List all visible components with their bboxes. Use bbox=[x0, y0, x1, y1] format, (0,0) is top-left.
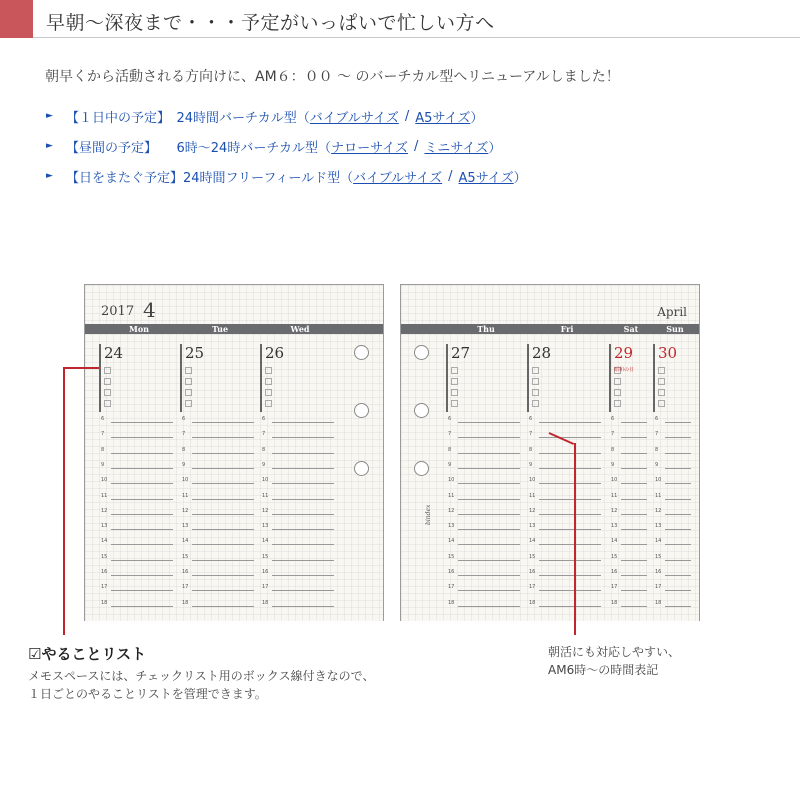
hour-label: 12 bbox=[655, 507, 662, 514]
hour-line bbox=[539, 590, 601, 591]
weekday-label: Mon bbox=[128, 324, 149, 334]
day-number: 27 bbox=[451, 344, 471, 362]
day-column-rule bbox=[180, 344, 182, 412]
todo-checkbox bbox=[185, 367, 192, 374]
am-desc-line: AM6時〜の時間表記 bbox=[548, 663, 659, 677]
todo-checkbox bbox=[451, 400, 458, 407]
hour-label: 6 bbox=[262, 416, 266, 422]
hour-line bbox=[458, 453, 520, 454]
hour-line bbox=[621, 437, 647, 438]
hour-line bbox=[539, 499, 601, 500]
hour-line bbox=[192, 575, 254, 576]
hour-label: 15 bbox=[182, 553, 189, 560]
hour-label: 6 bbox=[101, 416, 105, 422]
hour-label: 9 bbox=[182, 461, 186, 468]
hour-label: 13 bbox=[182, 523, 189, 530]
planner-page-left bbox=[84, 284, 384, 621]
hour-label: 14 bbox=[611, 538, 618, 545]
hour-line bbox=[111, 437, 173, 438]
hour-line bbox=[272, 560, 334, 561]
hour-label: 14 bbox=[182, 538, 189, 545]
hour-line bbox=[111, 453, 173, 454]
hour-label: 17 bbox=[611, 584, 618, 591]
hour-label: 6 bbox=[448, 416, 452, 422]
hour-label: 10 bbox=[262, 477, 269, 484]
product-link-list bbox=[46, 101, 527, 191]
hour-line bbox=[111, 575, 173, 576]
link-category: 【１日中の予定】 24時間バーチカル型（ bbox=[66, 110, 310, 126]
hour-label: 18 bbox=[262, 599, 269, 606]
hour-line bbox=[458, 575, 520, 576]
binder-ring-icon bbox=[414, 403, 429, 418]
todo-checkbox bbox=[614, 389, 621, 396]
todo-checkbox bbox=[451, 378, 458, 385]
hour-line bbox=[539, 575, 601, 576]
size-link[interactable]: バイブルサイズ bbox=[309, 110, 399, 126]
hour-label: 7 bbox=[101, 431, 105, 438]
hour-line bbox=[272, 514, 334, 515]
day-number: 30 bbox=[658, 344, 678, 362]
hour-line bbox=[111, 468, 173, 469]
hour-label: 9 bbox=[448, 461, 452, 468]
hour-line bbox=[665, 560, 691, 561]
time-callout-line bbox=[574, 443, 576, 635]
hour-line bbox=[621, 422, 647, 423]
hour-label: 14 bbox=[655, 538, 662, 545]
hour-label: 10 bbox=[448, 477, 455, 484]
hour-label: 9 bbox=[262, 461, 266, 468]
hour-label: 10 bbox=[182, 477, 189, 484]
hour-line bbox=[272, 437, 334, 438]
hour-line bbox=[621, 590, 647, 591]
hour-label: 8 bbox=[655, 446, 659, 453]
hour-line bbox=[621, 453, 647, 454]
hour-line bbox=[458, 590, 520, 591]
hour-line bbox=[192, 422, 254, 423]
hour-line bbox=[192, 437, 254, 438]
product-link-row bbox=[46, 101, 527, 131]
planner-month: 4 bbox=[143, 298, 156, 322]
hour-line bbox=[665, 529, 691, 530]
hour-line bbox=[458, 606, 520, 607]
hour-line bbox=[192, 468, 254, 469]
brand-logo: bindex bbox=[425, 504, 432, 525]
hour-label: 11 bbox=[101, 492, 108, 499]
day-column-rule bbox=[653, 344, 655, 412]
weekday-label: Sat bbox=[623, 324, 639, 334]
hour-label: 15 bbox=[101, 553, 108, 560]
hour-label: 11 bbox=[182, 492, 189, 499]
todo-checkbox bbox=[614, 378, 621, 385]
day-number: 28 bbox=[532, 344, 552, 362]
hour-label: 11 bbox=[611, 492, 618, 499]
day-column-rule bbox=[527, 344, 529, 412]
todo-checkbox bbox=[451, 367, 458, 374]
hour-label: 12 bbox=[182, 507, 189, 514]
hour-label: 15 bbox=[611, 553, 618, 560]
hour-label: 11 bbox=[529, 492, 536, 499]
hour-line bbox=[539, 483, 601, 484]
day-column-rule bbox=[99, 344, 101, 412]
hour-label: 7 bbox=[529, 431, 533, 438]
hour-line bbox=[111, 483, 173, 484]
hour-line bbox=[272, 529, 334, 530]
hour-label: 18 bbox=[611, 599, 618, 606]
binder-ring-icon bbox=[354, 345, 369, 360]
link-category: 【昼間の予定】 6時〜24時バーチカル型（ bbox=[66, 140, 332, 156]
hour-label: 8 bbox=[448, 446, 452, 453]
hour-line bbox=[111, 499, 173, 500]
todo-checkbox bbox=[658, 378, 665, 385]
hour-line bbox=[272, 453, 334, 454]
day-column-rule bbox=[609, 344, 611, 412]
hour-line bbox=[458, 437, 520, 438]
hour-label: 17 bbox=[655, 584, 662, 591]
weekday-label: Fri bbox=[560, 324, 574, 334]
hour-label: 17 bbox=[529, 584, 536, 591]
hour-line bbox=[621, 514, 647, 515]
hour-line bbox=[458, 468, 520, 469]
size-link[interactable]: A5サイズ bbox=[458, 170, 514, 186]
hour-label: 7 bbox=[448, 431, 452, 438]
weekday-label: Thu bbox=[477, 324, 495, 334]
weekday-label: Wed bbox=[290, 324, 310, 334]
header-divider bbox=[33, 37, 800, 38]
todo-checkbox bbox=[532, 367, 539, 374]
hour-label: 16 bbox=[529, 569, 536, 575]
hour-line bbox=[621, 468, 647, 469]
todo-callout-line bbox=[63, 367, 65, 635]
hour-label: 17 bbox=[262, 584, 269, 591]
hour-line bbox=[272, 606, 334, 607]
day-number: 29 bbox=[614, 344, 634, 362]
hour-line bbox=[192, 499, 254, 500]
weekday-label: Tue bbox=[211, 324, 229, 334]
hour-label: 11 bbox=[655, 492, 662, 499]
hour-line bbox=[272, 483, 334, 484]
hour-label: 16 bbox=[611, 569, 618, 575]
hour-label: 11 bbox=[262, 492, 269, 499]
binder-ring-icon bbox=[414, 345, 429, 360]
size-link[interactable]: ナローサイズ bbox=[331, 140, 409, 156]
todo-checkbox bbox=[185, 378, 192, 385]
hour-label: 7 bbox=[611, 431, 615, 438]
hour-label: 15 bbox=[529, 553, 536, 560]
hour-label: 15 bbox=[262, 553, 269, 560]
todo-checkbox bbox=[532, 378, 539, 385]
hour-label: 8 bbox=[529, 446, 533, 453]
planner-page-right bbox=[400, 284, 700, 621]
todo-checkbox bbox=[265, 367, 272, 374]
todo-callout-line bbox=[63, 367, 99, 369]
hour-label: 12 bbox=[448, 507, 455, 514]
hour-line bbox=[111, 590, 173, 591]
hour-line bbox=[665, 606, 691, 607]
hour-label: 7 bbox=[182, 431, 186, 438]
hour-label: 18 bbox=[529, 599, 536, 606]
todo-list-heading: ☑やることリスト bbox=[28, 645, 147, 663]
weekday-header-bar bbox=[85, 324, 383, 334]
link-separator: / bbox=[414, 138, 419, 154]
hour-label: 13 bbox=[101, 523, 108, 530]
hour-label: 7 bbox=[655, 431, 659, 438]
hour-line bbox=[665, 483, 691, 484]
hour-line bbox=[192, 514, 254, 515]
todo-checkbox bbox=[265, 400, 272, 407]
hour-line bbox=[665, 437, 691, 438]
hour-line bbox=[272, 422, 334, 423]
hour-label: 10 bbox=[655, 477, 662, 484]
hour-label: 10 bbox=[611, 477, 618, 484]
hour-line bbox=[192, 590, 254, 591]
binder-ring-icon bbox=[414, 461, 429, 476]
hour-label: 12 bbox=[529, 507, 536, 514]
intro-text: 朝早くから活動される方向けに、AM６：００ 〜 のバーチカル型へリニューアルしました！ bbox=[45, 69, 620, 85]
hour-label: 12 bbox=[101, 507, 108, 514]
am-time-description bbox=[548, 643, 680, 679]
todo-checkbox bbox=[104, 400, 111, 407]
size-link[interactable]: ミニサイズ bbox=[424, 140, 489, 156]
hour-line bbox=[665, 544, 691, 545]
hour-line bbox=[192, 529, 254, 530]
hour-label: 8 bbox=[262, 446, 266, 453]
hour-line bbox=[665, 453, 691, 454]
hour-line bbox=[272, 590, 334, 591]
product-link-row bbox=[46, 161, 527, 191]
hour-line bbox=[621, 529, 647, 530]
hour-label: 9 bbox=[101, 461, 105, 468]
hour-line bbox=[621, 544, 647, 545]
todo-desc-line: メモスペースには、チェックリスト用のボックス線付きなので、 bbox=[28, 669, 375, 683]
hour-line bbox=[539, 468, 601, 469]
hour-line bbox=[192, 453, 254, 454]
hour-label: 6 bbox=[611, 416, 615, 422]
hour-label: 16 bbox=[182, 569, 189, 575]
hour-label: 12 bbox=[262, 507, 269, 514]
planner-year: 2017 bbox=[101, 304, 135, 319]
hour-label: 17 bbox=[182, 584, 189, 591]
hour-label: 18 bbox=[655, 599, 662, 606]
link-close-paren: ） bbox=[513, 170, 527, 186]
hour-label: 8 bbox=[101, 446, 105, 453]
hour-label: 18 bbox=[448, 599, 455, 606]
bullet-triangle-icon: ► bbox=[46, 171, 53, 181]
hour-line bbox=[111, 422, 173, 423]
hour-line bbox=[458, 514, 520, 515]
planner-month-name: April bbox=[657, 305, 687, 319]
hour-label: 7 bbox=[262, 431, 266, 438]
hour-line bbox=[539, 560, 601, 561]
hour-label: 13 bbox=[655, 523, 662, 530]
todo-checkbox bbox=[451, 389, 458, 396]
todo-checkbox bbox=[265, 378, 272, 385]
hour-label: 6 bbox=[182, 416, 186, 422]
hour-line bbox=[539, 453, 601, 454]
todo-checkbox bbox=[614, 400, 621, 407]
hour-line bbox=[665, 575, 691, 576]
hour-line bbox=[621, 575, 647, 576]
hour-line bbox=[458, 529, 520, 530]
weekday-header-bar bbox=[401, 324, 699, 334]
hour-label: 6 bbox=[529, 416, 533, 422]
link-close-paren: ） bbox=[488, 140, 502, 156]
size-link[interactable]: A5サイズ bbox=[415, 110, 471, 126]
hour-label: 14 bbox=[529, 538, 536, 545]
hour-label: 16 bbox=[262, 569, 269, 575]
hour-label: 12 bbox=[611, 507, 618, 514]
day-number: 25 bbox=[185, 344, 205, 362]
bullet-triangle-icon: ► bbox=[46, 111, 53, 121]
hour-line bbox=[665, 499, 691, 500]
hour-line bbox=[665, 468, 691, 469]
day-number: 26 bbox=[265, 344, 285, 362]
hour-line bbox=[272, 544, 334, 545]
hour-line bbox=[192, 606, 254, 607]
hour-label: 18 bbox=[182, 599, 189, 606]
hour-label: 18 bbox=[101, 599, 108, 606]
hour-label: 16 bbox=[448, 569, 455, 575]
todo-checkbox bbox=[658, 389, 665, 396]
hour-label: 13 bbox=[611, 523, 618, 530]
todo-checkbox bbox=[658, 367, 665, 374]
hour-line bbox=[458, 560, 520, 561]
hour-line bbox=[665, 422, 691, 423]
todo-checkbox bbox=[104, 389, 111, 396]
hour-label: 13 bbox=[529, 523, 536, 530]
hour-label: 14 bbox=[262, 538, 269, 545]
hour-line bbox=[192, 544, 254, 545]
day-column-rule bbox=[446, 344, 448, 412]
binder-ring-icon bbox=[354, 403, 369, 418]
hour-line bbox=[621, 483, 647, 484]
hour-line bbox=[621, 499, 647, 500]
hour-line bbox=[665, 514, 691, 515]
hour-label: 13 bbox=[262, 523, 269, 530]
link-separator: / bbox=[448, 168, 453, 184]
hour-line bbox=[192, 560, 254, 561]
hour-line bbox=[621, 606, 647, 607]
header-accent-bar bbox=[0, 0, 33, 38]
link-close-paren: ） bbox=[470, 110, 484, 126]
hour-label: 10 bbox=[101, 477, 108, 484]
hour-label: 9 bbox=[529, 461, 533, 468]
hour-label: 9 bbox=[655, 461, 659, 468]
todo-checkbox bbox=[185, 389, 192, 396]
hour-label: 9 bbox=[611, 461, 615, 468]
day-column-rule bbox=[260, 344, 262, 412]
link-separator: / bbox=[404, 108, 410, 124]
hour-label: 10 bbox=[529, 477, 536, 484]
hour-line bbox=[539, 437, 601, 438]
todo-checkbox bbox=[104, 378, 111, 385]
binder-ring-icon bbox=[354, 461, 369, 476]
hour-label: 11 bbox=[448, 492, 455, 499]
hour-line bbox=[621, 560, 647, 561]
hour-line bbox=[111, 606, 173, 607]
hour-line bbox=[111, 514, 173, 515]
hour-line bbox=[458, 422, 520, 423]
hour-line bbox=[458, 499, 520, 500]
hour-line bbox=[272, 468, 334, 469]
hour-label: 8 bbox=[611, 446, 615, 453]
hour-line bbox=[539, 544, 601, 545]
hour-line bbox=[665, 590, 691, 591]
hour-line bbox=[111, 544, 173, 545]
hour-label: 16 bbox=[655, 569, 662, 575]
hour-line bbox=[272, 499, 334, 500]
todo-checkbox bbox=[104, 367, 111, 374]
hour-line bbox=[192, 483, 254, 484]
hour-line bbox=[539, 606, 601, 607]
hour-label: 8 bbox=[182, 446, 186, 453]
hour-label: 16 bbox=[101, 569, 108, 575]
page-title: 早朝〜深夜まで・・・予定がいっぱいで忙しい方へ bbox=[46, 12, 495, 34]
hour-line bbox=[111, 529, 173, 530]
todo-list-description bbox=[28, 667, 374, 703]
hour-line bbox=[539, 422, 601, 423]
hour-label: 14 bbox=[448, 538, 455, 545]
hour-line bbox=[539, 514, 601, 515]
hour-line bbox=[272, 575, 334, 576]
hour-label: 6 bbox=[655, 416, 659, 422]
hour-label: 17 bbox=[448, 584, 455, 591]
hour-line bbox=[458, 544, 520, 545]
product-link-row bbox=[46, 131, 527, 161]
hour-line bbox=[111, 560, 173, 561]
todo-checkbox bbox=[532, 389, 539, 396]
link-category: 【日をまたぐ予定】24時間フリーフィールド型（ bbox=[66, 170, 354, 186]
hour-label: 14 bbox=[101, 538, 108, 545]
todo-checkbox bbox=[265, 389, 272, 396]
size-link[interactable]: バイブルサイズ bbox=[353, 170, 443, 186]
hour-label: 13 bbox=[448, 523, 455, 530]
holiday-label: 昭和の日 bbox=[614, 367, 635, 373]
hour-line bbox=[539, 529, 601, 530]
todo-desc-line: １日ごとのやることリストを管理できます。 bbox=[28, 687, 267, 701]
todo-checkbox bbox=[658, 400, 665, 407]
bullet-triangle-icon: ► bbox=[46, 141, 53, 151]
hour-line bbox=[458, 483, 520, 484]
day-number: 24 bbox=[104, 344, 124, 362]
am-desc-line: 朝活にも対応しやすい、 bbox=[548, 645, 681, 659]
hour-label: 15 bbox=[448, 553, 455, 560]
hour-label: 17 bbox=[101, 584, 108, 591]
todo-checkbox bbox=[532, 400, 539, 407]
weekday-label: Sun bbox=[666, 324, 684, 334]
todo-checkbox bbox=[185, 400, 192, 407]
hour-label: 15 bbox=[655, 553, 662, 560]
